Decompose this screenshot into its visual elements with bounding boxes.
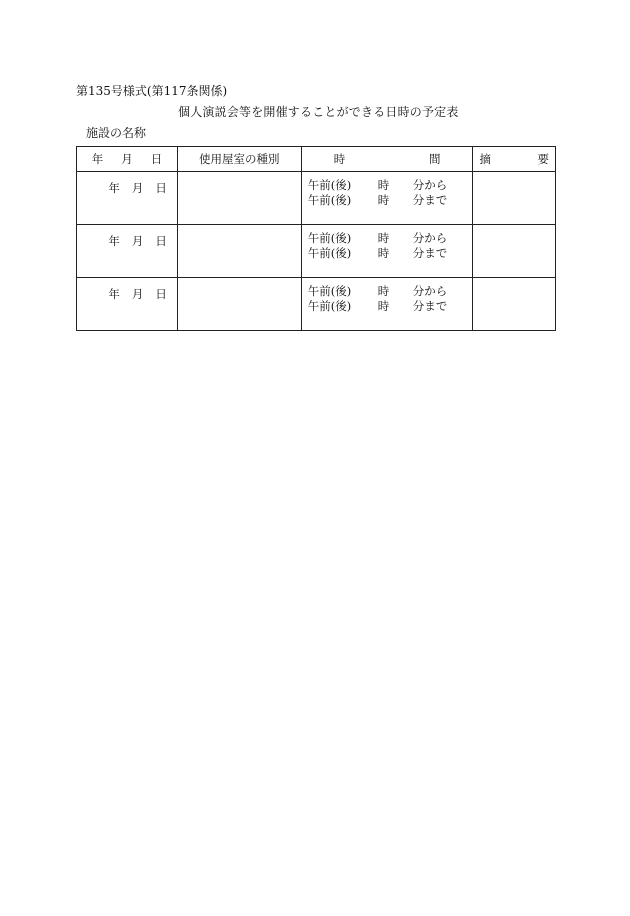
time-from-ampm: 午前(後) [307,178,352,192]
date-month-label: 月 [131,234,144,248]
time-from-line [308,178,473,193]
time-to-minute: 分まで [412,246,448,260]
date-cell[interactable] [77,172,178,225]
time-to-minute: 分まで [412,193,448,207]
header-time-part1: 時 [333,152,346,166]
date-day-label: 日 [155,234,167,248]
date-cell[interactable] [77,278,178,331]
time-to-line [308,193,473,208]
header-time [301,147,473,172]
time-to-minute: 分まで [412,299,448,313]
remarks-cell[interactable] [473,278,556,331]
header-remarks-part2: 要 [537,152,549,166]
form-number: 第135号様式(第117条関係) [76,84,228,98]
date-month-label: 月 [131,181,144,195]
schedule-table [76,146,556,331]
date-year-label: 年 [108,181,120,195]
time-cell[interactable] [301,225,473,278]
time-from-ampm: 午前(後) [307,231,352,245]
header-date [77,147,178,172]
time-to-ampm: 午前(後) [307,246,352,260]
facility-name-label: 施設の名称 [86,126,147,140]
time-to-ampm: 午前(後) [307,299,352,313]
header-remarks [473,147,556,172]
time-from-minute: 分から [412,231,448,245]
table-row [77,225,556,278]
time-to-line [308,299,473,314]
time-from-minute: 分から [412,284,448,298]
time-to-line [308,246,473,261]
time-from-line [308,231,473,246]
header-date-month: 月 [121,152,133,166]
date-month-label: 月 [131,287,144,301]
header-remarks-part1: 摘 [479,152,491,166]
time-from-hour: 時 [377,231,390,245]
header-room-type: 使用屋室の種別 [177,147,301,172]
time-cell[interactable] [301,172,473,225]
room-type-cell[interactable] [177,172,301,225]
date-cell[interactable] [77,225,178,278]
table-row [77,278,556,331]
remarks-cell[interactable] [473,172,556,225]
remarks-cell[interactable] [473,225,556,278]
time-from-hour: 時 [377,178,390,192]
time-from-hour: 時 [377,284,390,298]
header-date-year: 年 [91,152,104,166]
table-header-row [77,147,556,172]
time-from-ampm: 午前(後) [307,284,352,298]
time-to-ampm: 午前(後) [307,193,352,207]
time-to-hour: 時 [377,246,390,260]
date-year-label: 年 [108,287,120,301]
date-year-label: 年 [108,234,120,248]
header-date-day: 日 [150,152,163,166]
time-from-minute: 分から [412,178,448,192]
time-to-hour: 時 [377,193,390,207]
time-cell[interactable] [301,278,473,331]
header-time-part2: 間 [428,152,441,166]
time-from-line [308,284,473,299]
time-to-hour: 時 [377,299,390,313]
date-day-label: 日 [155,181,167,195]
table-row [77,172,556,225]
document-title: 個人演説会等を開催することができる日時の予定表 [178,105,459,119]
date-day-label: 日 [155,287,167,301]
room-type-cell[interactable] [177,225,301,278]
room-type-cell[interactable] [177,278,301,331]
